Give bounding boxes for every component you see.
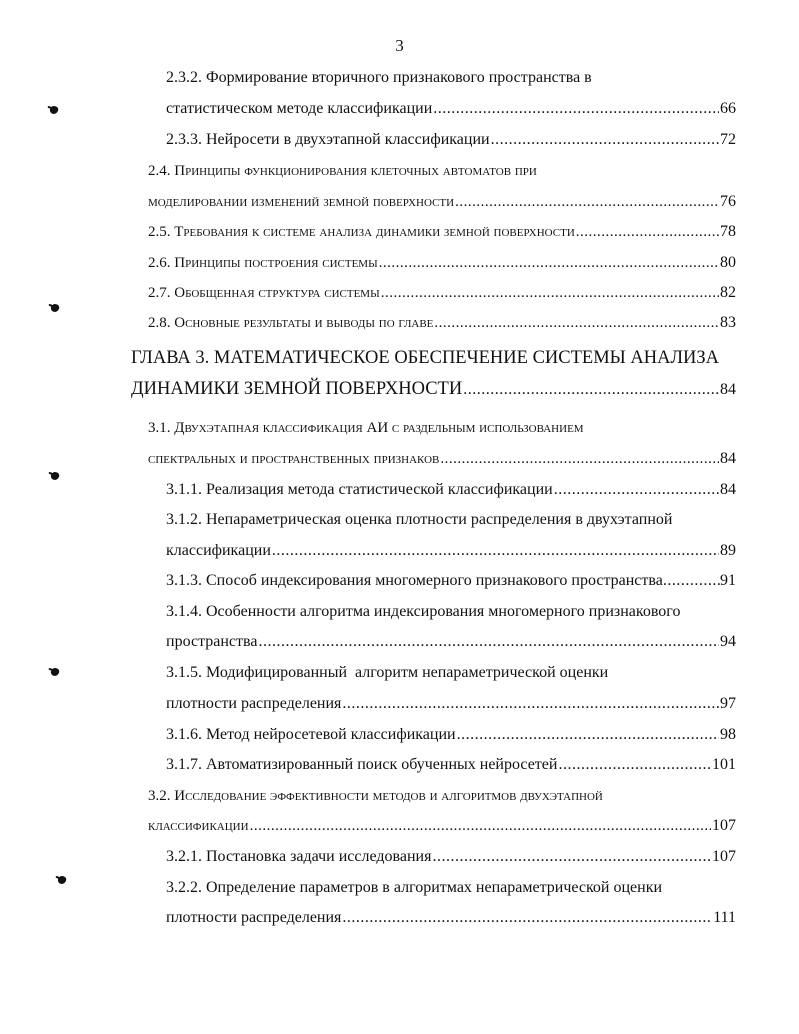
dot-leader: [455, 192, 719, 212]
toc-entry: [166, 663, 608, 683]
toc-entry-title: классификации: [166, 542, 271, 559]
dot-leader: [434, 313, 719, 333]
dot-leader: [433, 99, 719, 119]
toc-entry-title: пространства: [166, 633, 258, 650]
toc-entry[interactable]: [166, 632, 736, 652]
toc-chapter-heading[interactable]: [131, 379, 736, 400]
dot-leader: [432, 847, 711, 867]
toc-entry[interactable]: [148, 283, 736, 303]
toc-entry: [148, 786, 603, 806]
toc-entry-title: 3.1.6. Метод нейросетевой классификации: [166, 726, 456, 743]
toc-entry-title: 3.2.2. Определение параметров в алгоритмах непараметрической оценки: [166, 879, 663, 896]
toc-entry-title: 3.2. Исследование эффективности методов и алгоритмов двухэтапной: [148, 788, 603, 804]
toc-entry[interactable]: [148, 222, 736, 242]
toc-entry: [166, 68, 592, 88]
toc-entry[interactable]: [166, 847, 736, 867]
toc-entry-title: 3.1.4. Особенности алгоритма индексирования многомерного признакового: [166, 603, 681, 620]
toc-entry-title: 3.1.5. Модифицированный алгоритм непараметрической оценки: [166, 664, 609, 681]
toc-entry-page: 84: [720, 381, 736, 398]
toc-entry-page: 98: [720, 726, 736, 743]
toc-entry-title: плотности распределения: [166, 909, 342, 926]
dot-leader: [663, 571, 720, 591]
toc-entry-page: 84: [720, 481, 736, 498]
toc-entry-title: 3.1.3. Способ индексирования многомерного признакового пространства: [166, 572, 663, 589]
toc-entry-page: 83: [720, 314, 736, 331]
toc-entry[interactable]: [166, 541, 736, 561]
toc-entry[interactable]: [166, 725, 736, 745]
toc-entry-page: 97: [720, 695, 736, 712]
scan-mark: [50, 471, 60, 481]
toc-entry: [148, 161, 537, 181]
toc-entry-title: классификации: [148, 818, 249, 834]
toc-entry-title: 3.1.7. Автоматизированный поиск обученных нейросетей: [166, 756, 558, 773]
toc-entry-page: 84: [720, 450, 736, 467]
dot-leader: [554, 480, 719, 500]
toc-entry-title: 2.7. Обобщенная структура системы: [148, 285, 380, 301]
toc-entry[interactable]: [148, 253, 736, 273]
toc-entry-title: 2.4. Принципы функционирования клеточных автоматов при: [148, 163, 537, 179]
toc-entry-title: 2.5. Требования к системе анализа динамики земной поверхности: [148, 224, 575, 240]
toc-entry-title: 3.1. Двухэтапная классификация АИ с раздельным использованием: [148, 420, 584, 436]
toc-entry[interactable]: [166, 99, 736, 119]
toc-entry-page: 107: [712, 817, 736, 834]
scan-mark: [50, 667, 60, 677]
toc-entry-title: 2.3.3. Нейросети в двухэтапной классификации: [166, 131, 490, 148]
dot-leader: [379, 253, 719, 273]
toc-entry-page: 101: [712, 756, 736, 773]
toc-entry[interactable]: [166, 908, 736, 928]
toc-entry[interactable]: [166, 694, 736, 714]
toc-entry-page: 66: [720, 100, 736, 117]
toc-entry-title: 2.8. Основные результаты и выводы по главе: [148, 315, 434, 331]
toc-entry-page: 107: [712, 848, 736, 865]
toc-entry-title: моделировании изменений земной поверхности: [148, 194, 455, 210]
toc-entry-title: 3.1.2. Непараметрическая оценка плотности распределения в двухэтапной: [166, 511, 673, 528]
toc-entry[interactable]: [148, 313, 736, 333]
toc-entry[interactable]: [148, 816, 736, 836]
dot-leader: [250, 816, 711, 836]
dot-leader: [258, 632, 719, 652]
dot-leader: [491, 130, 719, 150]
dot-leader: [576, 222, 719, 242]
toc-entry-title: ГЛАВА 3. МАТЕМАТИЧЕСКОЕ ОБЕСПЕЧЕНИЕ СИСТЕМЫ АНАЛИЗА: [131, 348, 720, 368]
scan-mark: [49, 105, 59, 115]
dot-leader: [342, 694, 719, 714]
toc-entry[interactable]: [166, 130, 736, 150]
toc-entry[interactable]: [166, 755, 736, 775]
dot-leader: [342, 908, 712, 928]
toc-entry: [148, 418, 584, 438]
toc-entry-page: 94: [720, 633, 736, 650]
toc-entry[interactable]: [166, 480, 736, 500]
toc-chapter-heading: [131, 348, 719, 368]
dot-leader: [272, 541, 719, 561]
toc-entry-title: спектральных и пространственных признаков: [148, 451, 440, 467]
toc-entry: [166, 878, 662, 898]
toc-entry-page: 111: [713, 909, 736, 926]
toc-entry-title: 2.3.2. Формирование вторичного признакового пространства в: [166, 69, 592, 86]
toc-entry-title: 3.2.1. Постановка задачи исследования: [166, 848, 432, 865]
toc-entry-page: 80: [720, 254, 736, 271]
dot-leader: [440, 449, 719, 469]
toc-entry-page: 82: [720, 284, 736, 301]
toc-entry-page: 72: [720, 131, 736, 148]
scan-mark: [57, 875, 67, 885]
toc-entry[interactable]: [166, 571, 736, 591]
toc-entry: [166, 510, 672, 530]
toc-entry-page: 89: [720, 542, 736, 559]
dot-leader: [463, 380, 719, 400]
scan-mark: [50, 303, 60, 313]
toc-entry[interactable]: [148, 449, 736, 469]
toc-entry-title: 3.1.1. Реализация метода статистической классификации: [166, 481, 553, 498]
dot-leader: [558, 755, 711, 775]
toc-entry-page: 76: [720, 193, 736, 210]
toc-entry: [166, 602, 680, 622]
toc-entry[interactable]: [148, 192, 736, 212]
toc-entry-title: 2.6. Принципы построения системы: [148, 255, 378, 271]
dot-leader: [381, 283, 719, 303]
toc-entry-page: 91: [720, 572, 736, 589]
toc-entry-page: 78: [720, 223, 736, 240]
toc-entry-title: плотности распределения: [166, 695, 342, 712]
toc-entry-title: статистическом методе классификации: [166, 100, 433, 117]
toc-entry-title: ДИНАМИКИ ЗЕМНОЙ ПОВЕРХНОСТИ: [131, 379, 463, 399]
page-number: 3: [395, 36, 404, 55]
dot-leader: [457, 725, 719, 745]
